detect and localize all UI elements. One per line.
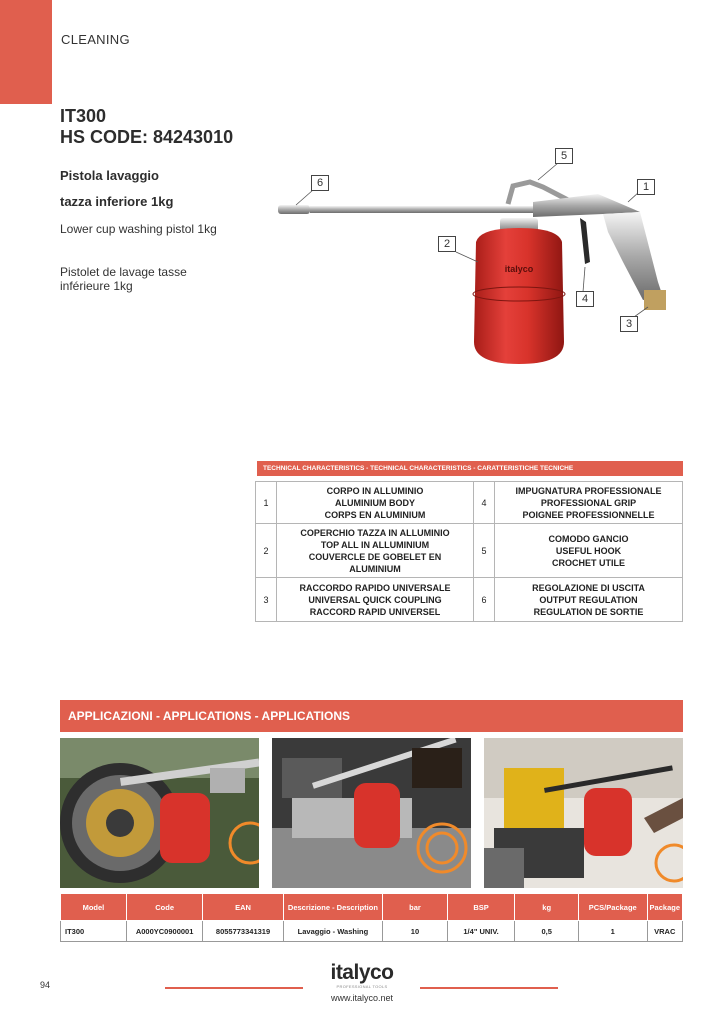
spec-col-kg: kg bbox=[515, 894, 579, 921]
quick-coupling bbox=[644, 290, 666, 310]
spec-bsp: 1/4" UNIV. bbox=[447, 921, 515, 942]
tech-feature: RACCORDO RAPIDO UNIVERSALE UNIVERSAL QUICK COUPLING RACCORD RAPID UNIVERSEL bbox=[277, 578, 474, 622]
description-italian-line2: tazza inferiore 1kg bbox=[60, 194, 174, 209]
description-french: Pistolet de lavage tasse inférieure 1kg bbox=[60, 265, 187, 293]
spec-col-description: Descrizione - Description bbox=[283, 894, 382, 921]
logo-tagline: PROFESSIONAL TOOLS bbox=[336, 984, 388, 989]
spec-pcs: 1 bbox=[578, 921, 647, 942]
tech-feature: IMPUGNATURA PROFESSIONALE PROFESSIONAL GRIP POIGNEE PROFESSIONNELLE bbox=[495, 482, 683, 524]
cup bbox=[474, 228, 564, 364]
application-photo-chainsaw bbox=[484, 738, 683, 888]
description-italian-line1: Pistola lavaggio bbox=[60, 168, 159, 183]
spec-col-code: Code bbox=[126, 894, 203, 921]
spec-model: IT300 bbox=[61, 921, 127, 942]
product-code-title bbox=[60, 106, 233, 148]
spec-col-pcs: PCS/Package bbox=[578, 894, 647, 921]
tech-characteristics-table bbox=[255, 481, 683, 622]
tech-row bbox=[256, 578, 683, 622]
tech-num: 5 bbox=[474, 524, 495, 578]
callout-4: 4 bbox=[576, 291, 594, 307]
footer-rule-right bbox=[420, 987, 558, 989]
cup-brand: italyco bbox=[504, 264, 534, 274]
nozzle bbox=[278, 205, 310, 214]
description-english: Lower cup washing pistol 1kg bbox=[60, 222, 217, 236]
section-label: CLEANING bbox=[61, 32, 130, 47]
spec-header-row bbox=[61, 894, 683, 921]
footer-rule-left bbox=[165, 987, 303, 989]
hs-code: HS CODE: 84243010 bbox=[60, 127, 234, 147]
spec-description: Lavaggio - Washing bbox=[283, 921, 382, 942]
spec-col-model: Model bbox=[61, 894, 127, 921]
product-spec-table bbox=[60, 893, 683, 942]
tech-num: 2 bbox=[256, 524, 277, 578]
tech-feature: REGOLAZIONE DI USCITA OUTPUT REGULATION REGULATION DE SORTIE bbox=[495, 578, 683, 622]
tech-feature: COMODO GANCIO USEFUL HOOK CROCHET UTILE bbox=[495, 524, 683, 578]
callout-6: 6 bbox=[311, 175, 329, 191]
spec-col-ean: EAN bbox=[203, 894, 283, 921]
callout-5: 5 bbox=[555, 148, 573, 164]
tech-characteristics-header: TECHNICAL CHARACTERISTICS - TECHNICAL CHARACTERISTICS - CARATTERISTICHE TECNICHE bbox=[257, 461, 683, 476]
callout-2: 2 bbox=[438, 236, 456, 252]
tech-feature: CORPO IN ALLUMINIO ALUMINIUM BODY CORPS EN ALUMINIUM bbox=[277, 482, 474, 524]
spec-kg: 0,5 bbox=[515, 921, 579, 942]
leader-lines bbox=[296, 163, 648, 317]
spec-col-package: Package bbox=[647, 894, 682, 921]
logo-wordmark: italyco bbox=[330, 961, 394, 984]
italyco-logo bbox=[320, 962, 404, 989]
page-number: 94 bbox=[40, 980, 51, 990]
spec-col-bsp: BSP bbox=[447, 894, 515, 921]
corner-accent-block bbox=[0, 0, 52, 104]
application-photo-motorbike-wheel bbox=[60, 738, 259, 888]
tech-row bbox=[256, 482, 683, 524]
tech-num: 1 bbox=[256, 482, 277, 524]
trigger bbox=[580, 218, 590, 264]
tech-num: 3 bbox=[256, 578, 277, 622]
spec-ean: 8055773341319 bbox=[203, 921, 283, 942]
description-italian bbox=[60, 163, 173, 215]
tech-row bbox=[256, 524, 683, 578]
footer-website-link[interactable]: www.italyco.net bbox=[330, 993, 394, 1003]
callout-3: 3 bbox=[620, 316, 638, 332]
spray-gun-illustration bbox=[268, 142, 688, 382]
tech-num: 6 bbox=[474, 578, 495, 622]
model-code: IT300 bbox=[60, 106, 107, 126]
spec-bar: 10 bbox=[383, 921, 448, 942]
spec-row bbox=[61, 921, 683, 942]
callout-1: 1 bbox=[637, 179, 655, 195]
grip bbox=[603, 212, 663, 300]
application-photo-motorbike-engine bbox=[272, 738, 471, 888]
applications-header: APPLICAZIONI - APPLICATIONS - APPLICATIONS bbox=[60, 700, 683, 732]
spec-package: VRAC bbox=[647, 921, 682, 942]
tube bbox=[310, 206, 540, 213]
tech-feature: COPERCHIO TAZZA IN ALLUMINIO TOP ALL IN ALLUMINIUM COUVERCLE DE GOBELET EN ALUMINIUM bbox=[277, 524, 474, 578]
spec-code: A000YC0900001 bbox=[126, 921, 203, 942]
spec-col-bar: bar bbox=[383, 894, 448, 921]
tech-num: 4 bbox=[474, 482, 495, 524]
